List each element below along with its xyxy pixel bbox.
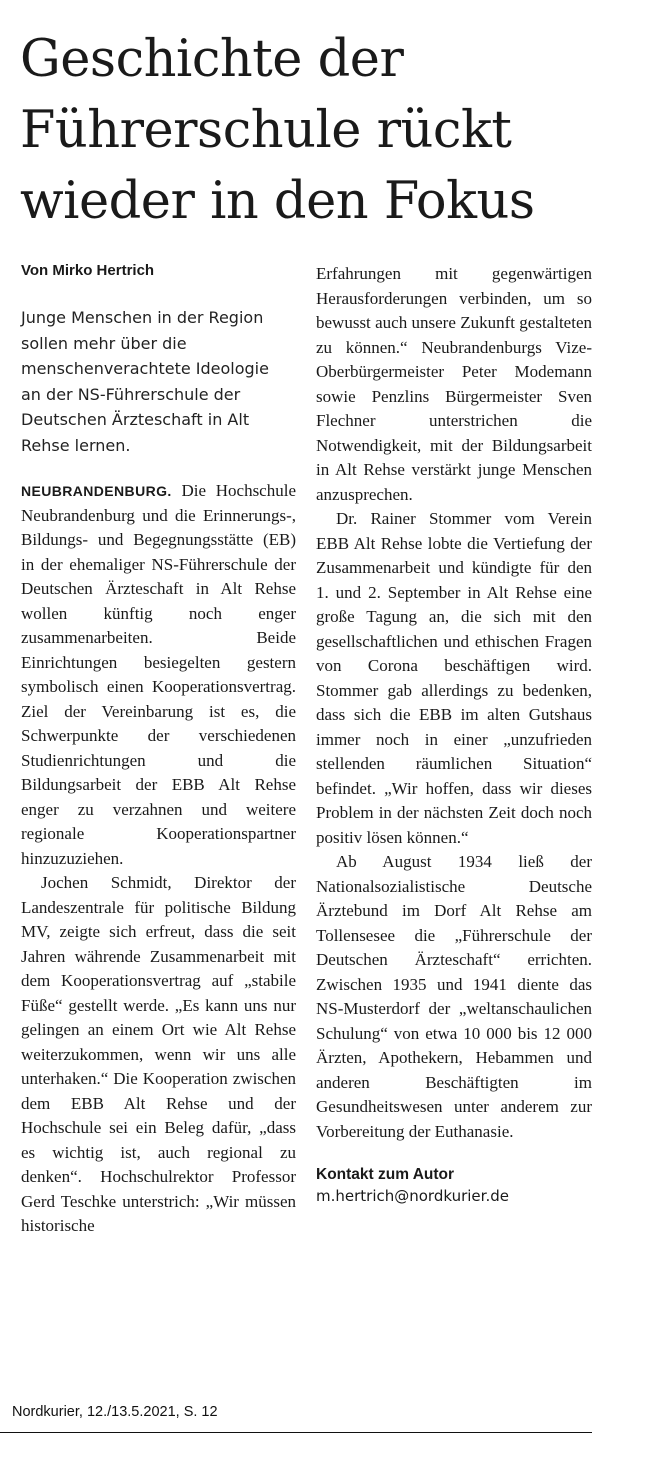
dateline: NEUBRANDENBURG. [21,483,172,499]
paragraph-2: Jochen Schmidt, Direktor der Landeszentrale für politische Bildung MV, zeigte sich erfreut, dass die seit Jahren währende Zusammenarbeit mit dem Kooperationsvertrag auf „stabile Füße“ gestellt werde. „Es kann uns nur gelingen an einem Ort wie Alt Rehse weiterzukommen, wenn wir uns alle unterhaken.“ Die Kooperation zwischen dem EBB Alt Rehse und der Hochschule sei ein Beleg dafür, „dass es wichtig ist, auch regional zu denken“. Hochschulrektor Professor Gerd Teschke unterstrich: „Wir müssen historische [21,873,296,1235]
paragraph-3: Erfahrungen mit gegenwärtigen Herausforderungen verbinden, um so bewusst auch unsere Zukunft gestalteten zu können.“ Neubrandenburgs Vize-Oberbürgermeister Peter Modemann sowie Penzlins Bürgermeister Sven Flechner unterstrichen die Notwendigkeit, mit der Bildungsarbeit in Alt Rehse verstärkt junge Menschen anzusprechen. [316,264,592,504]
teaser: Junge Menschen in der Region sollen mehr über die menschenverachtete Ideologie an der NS-Führerschule der Deutschen Ärzteschaft in Alt Rehse lernen. [21,308,269,455]
paragraph-4: Dr. Rainer Stommer vom Verein EBB Alt Rehse lobte die Vertiefung der Zusammenarbeit und kündigte für den 1. und 2. September in Alt Rehse eine große Tagung an, die sich mit den gesellschaftlichen und ethischen Fragen von Corona beschäftigen wird. Stommer gab allerdings zu bedenken, dass sich die EBB im alten Gutshaus immer noch in einer „unzufrieden stellenden räumlichen Situation“ befindet. „Wir hoffen, dass wir dieses Problem in der nächsten Zeit doch noch positiv lösen können.“ [316,509,592,847]
contact-email: m.hertrich@nordkurier.de [316,1187,509,1205]
source-citation: Nordkurier, 12./13.5.2021, S. 12 [12,1404,218,1420]
paragraph-1-text: Die Hochschule Neubrandenburg und die Erinnerungs-, Bildungs- und Begegnungsstätte (EB) in der ehemaliger NS-Führerschule der Deutschen Ärzteschaft in Alt Rehse wollen künftig noch enger zusammenarbeiten. Beide Einrichtungen besiegelten gestern symbolisch einen Kooperationsvertrag. Ziel der Vereinbarung ist es, die Schwerpunkte der verschiedenen Studienrichtungen und die Bildungsarbeit der EBB Alt Rehse enger zu verzahnen und weitere regionale Kooperationspartner hinzuzuziehen. [21,481,296,868]
bottom-rule [0,1432,592,1433]
left-column [21,262,296,1239]
byline: Von Mirko Hertrich [21,262,155,279]
paragraph-1 [21,479,296,871]
headline: Geschichte der Führerschule rückt wieder in den Fokus [20,30,535,231]
paragraph-5: Ab August 1934 ließ der Nationalsozialistische Deutsche Ärztebund im Dorf Alt Rehse am Tollensesee die „Führerschule der Deutschen Ärzteschaft“ errichten. Zwischen 1935 und 1941 diente das NS-Musterdorf der „weltanschaulichen Schulung“ von etwa 10 000 bis 12 000 Ärzten, Apothekern, Hebammen und anderen Beschäftigten im Gesundheitswesen unter anderem zur Vorbereitung der Euthanasie. [316,852,592,1141]
contact-heading: Kontakt zum Autor [316,1166,455,1183]
right-column [316,262,592,1207]
